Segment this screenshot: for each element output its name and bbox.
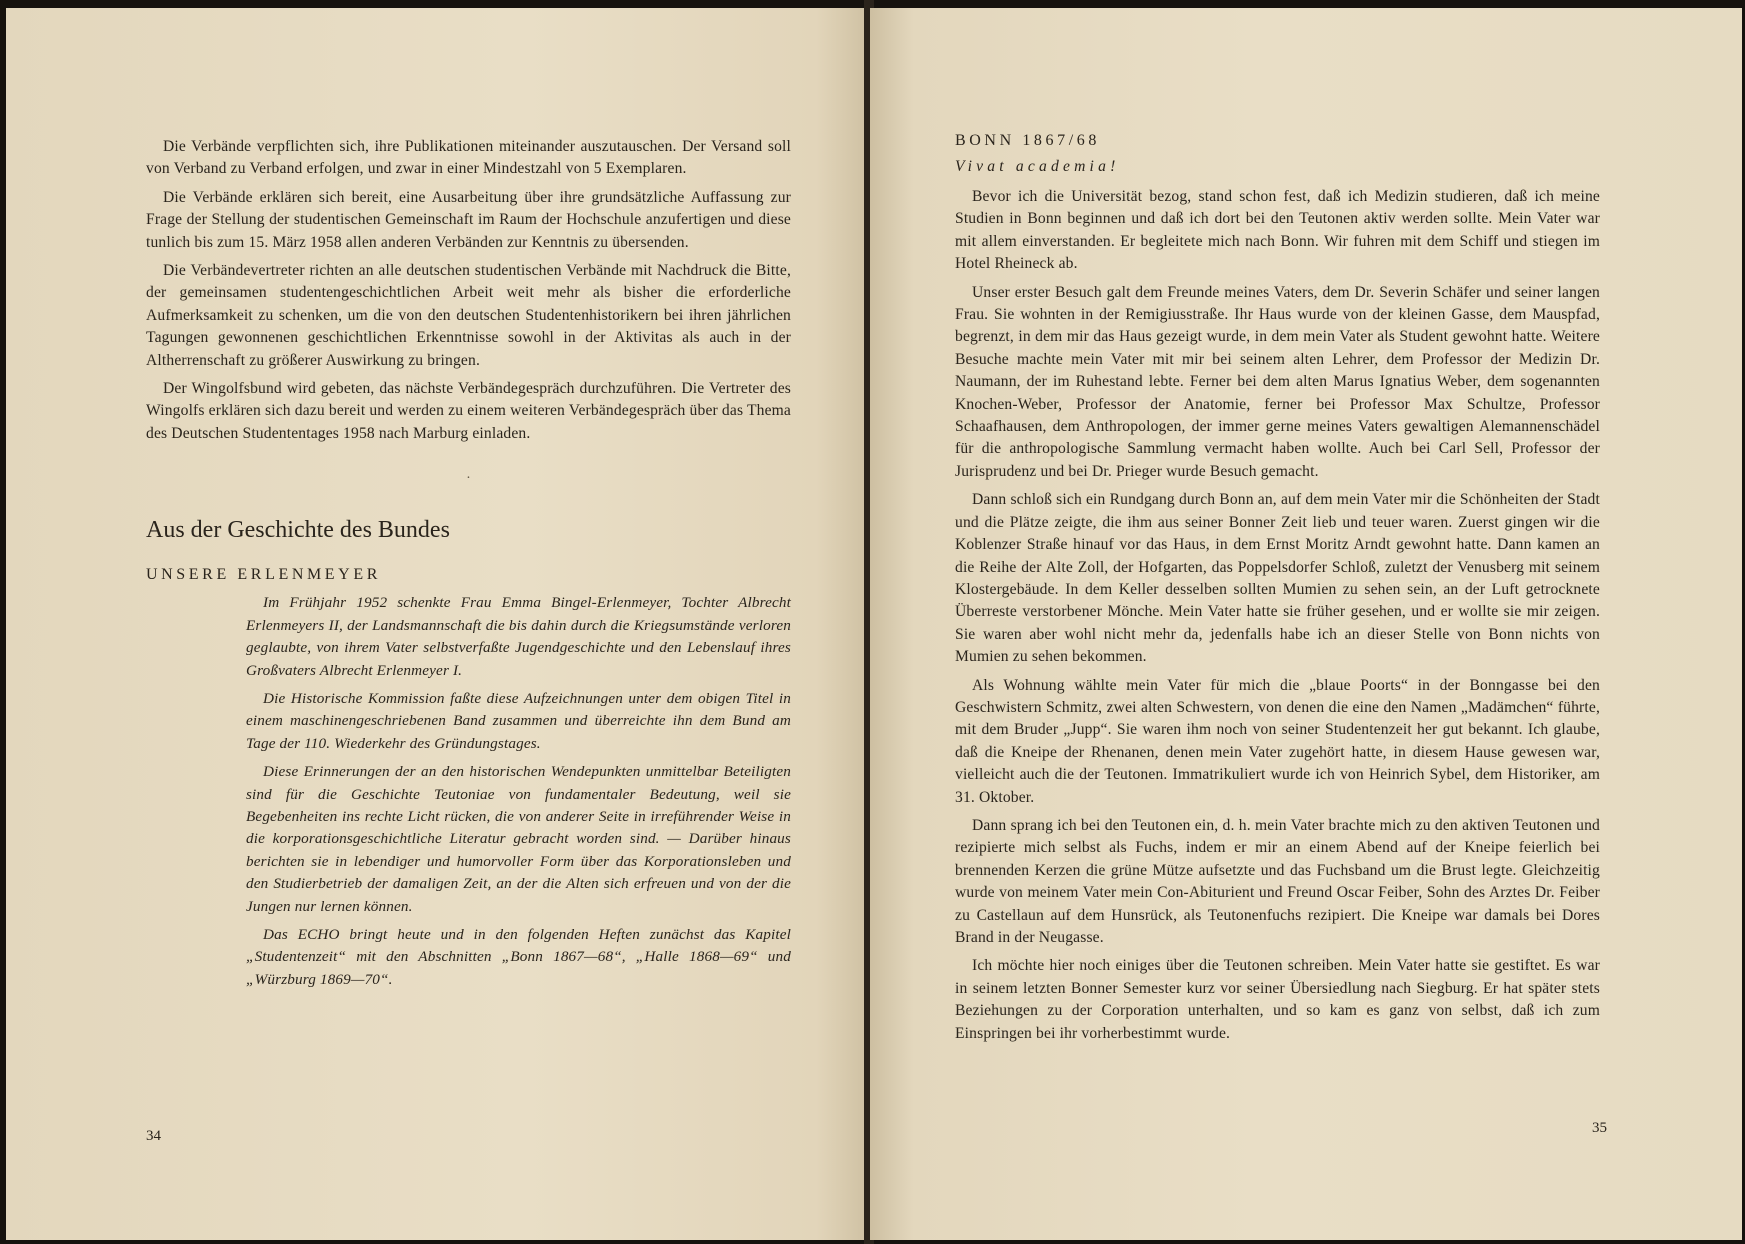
left-page xyxy=(6,8,868,1240)
paragraph: Der Wingolfsbund wird gebeten, das nächste Verbändegespräch durchzuführen. Die Vertreter des Wingolfs erklären sich dazu bereit und werden zu einem weiteren Verbändegespräch über das Thema des Deutschen Studententages 1958 nach Marburg einladen. xyxy=(146,380,791,442)
paragraph: Die Verbändevertreter richten an alle deutschen studentischen Verbände mit Nachdruck die Bitte, der gemeinsamen studentengeschichtlichen Arbeit weit mehr als bisher die erforderliche Aufmerksamkeit zu schenken, um die von den deutschen Studentenhistorikern bei ihren jährlichen Tagungen gewonnenen geschichtlichen Erkenntnisse sowohl in der Aktivitas als auch in der Altherrenschaft zu größerer Auswirkung zu bringen. xyxy=(146,262,791,369)
paragraph: Die Verbände erklären sich bereit, eine Ausarbeitung über ihre grundsätzliche Auffassung zur Frage der Stellung der studentischen Gemeinschaft im Raum der Hochschule anzufertigen und diese tunlich bis zum 15. März 1958 allen anderen Verbänden zur Kenntnis zu übersenden. xyxy=(146,188,791,251)
paragraph: Ich möchte hier noch einiges über die Teutonen schreiben. Mein Vater hatte sie gestiftet. Es war in seinem letzten Bonner Semester kurz vor seiner Übersiedlung nach Siegburg. Er hat später stets Beziehungen zu der Corporation unterhalten, und so kam es ganz von selbst, daß ich zum Einspringen bei ihr vorherbestimmt wurde. xyxy=(955,957,1600,1042)
intro-paragraph: Im Frühjahr 1952 schenkte Frau Emma Bingel-Erlenmeyer, Tochter Albrecht Erlenmeyers II, der Landsmannschaft die bis dahin durch die Kriegsumstände verloren geglaubte, von ihrem Vater selbstverfaßte Jugendgeschichte und den Lebenslauf ihres Großvaters Albrecht Erlenmeyer I. xyxy=(246,594,791,679)
section-separator: · xyxy=(466,471,471,487)
chapter-subheading: Vivat academia! xyxy=(955,158,1120,175)
intro-block xyxy=(246,592,791,991)
intro-paragraph: Diese Erinnerungen der an den historischen Wendepunkten unmittelbar Beteiligten sind für die Geschichte Teutoniae von fundamentaler Bedeutung, weil sie Begebenheiten ins rechte Licht rücken, die von anderer Seite in irreführender Weise in die korporationsgeschichtliche Literatur gebracht worden sind. — Darüber hinaus berichten sie in lebendiger und humorvoller Form über das Korporationsleben und den Studierbetrieb der damaligen Zeit, an der die Alten sich erfreuen und von der die Jungen nur lernen können. xyxy=(246,763,791,915)
paragraph: Dann sprang ich bei den Teutonen ein, d. h. mein Vater brachte mich zu den aktiven Teutonen und rezipierte mich selbst als Fuchs, indem er mir an einem Abend auf der Kneipe feierlich bei brennenden Kerzen die grüne Mütze aufsetzte und das Fuchsband um die Brust legte. Gleichzeitig wurde von meinem Vater mein Con-Abiturient und Freund Oscar Feiber, Sohn des Arztes Dr. Feiber zu Castellaun auf dem Hunsrück, als Teutonenfuchs rezipiert. Die Kneipe war damals bei Dores Brand in der Neugasse. xyxy=(955,816,1600,946)
subsection-title: UNSERE ERLENMEYER xyxy=(146,566,381,584)
paragraph: Die Verbände verpflichten sich, ihre Publikationen miteinander auszutauschen. Der Versand soll von Verband zu Verband erfolgen, und zwar in einer Mindestzahl von 5 Exemplaren. xyxy=(146,138,791,178)
paragraph: Unser erster Besuch galt dem Freunde meines Vaters, dem Dr. Severin Schäfer und seiner langen Frau. Sie wohnten in der Remigiusstraße. Ihr Haus wurde von der kleinen Gasse, dem Mauspfad, begrenzt, in dem mir das Haus gezeigt wurde, in dem mein Vater als Student gewohnt hatte. Weitere Besuche machte mein Vater mit mir bei seinem alten Lehrer, dem Professor der Medizin Dr. Naumann, der im Ruhestand lebte. Ferner bei dem alten Marus Ignatius Weber, dem sogenannten Knochen-Weber, Professor der Anatomie, ferner bei Professor Max Schultze, Professor Schaafhausen, dem Anthropologen, der immer gerne meines Vaters gewaltigen Alemannenschädel für die anthropologische Sammlung vermacht haben wollte. Auch bei Carl Sell, Professor der Jurisprudenz und bei Dr. Prieger wurde Besuch gemacht. xyxy=(955,283,1600,480)
paragraph: Bevor ich die Universität bezog, stand schon fest, daß ich Medizin studieren, daß ich meine Studien in Bonn beginnen und daß ich dort bei den Teutonen aktiv werden sollte. Mein Vater war mit allem einverstanden. Er begleitete mich nach Bonn. Wir fuhren mit dem Schiff und stiegen im Hotel Rheineck ab. xyxy=(955,188,1600,273)
section-title: Aus der Geschichte des Bundes xyxy=(146,517,450,544)
left-text-column xyxy=(146,136,791,991)
page-number: 35 xyxy=(1592,1120,1607,1136)
intro-paragraph: Das ECHO bringt heute und in den folgenden Heften zunächst das Kapitel „Studentenzeit“ mit den Abschnitten „Bonn 1867—68“, „Halle 1868—69“ und „Würzburg 1869—70“. xyxy=(246,925,791,988)
page-number: 34 xyxy=(146,1128,161,1144)
paragraph: Dann schloß sich ein Rundgang durch Bonn an, auf dem mein Vater mir die Schönheiten der Stadt und die Plätze zeigte, die ihm aus seiner Bonner Zeit lieb und teuer waren. Zuerst gingen wir die Koblenzer Straße hinauf vor das Haus, in dem Ernst Moritz Arndt gewohnt hatte. Dann kamen an die Reihe der Alte Zoll, der Hofgarten, das Poppelsdorfer Schloß, zuletzt der Venusberg mit seinem Klostergebäude. In dem Keller desselben sollten Mumien zu sehen sein, an der Luft getrocknete Überreste verstorbener Mönche. Mein Vater hatte sie früher gesehen, und er wollte sie mir zeigen. Sie waren aber wohl nicht mehr da, jedenfalls habe ich an dieser Stelle von Bonn nichts von Mumien zu sehen bekommen. xyxy=(955,491,1600,666)
right-text-column xyxy=(955,132,1600,1045)
intro-paragraph: Die Historische Kommission faßte diese Aufzeichnungen unter dem obigen Titel in einem maschinengeschriebenen Band zusammen und überreichte ihn dem Bund am Tage der 110. Wiederkehr des Gründungstages. xyxy=(246,689,791,752)
chapter-heading: BONN 1867/68 xyxy=(955,132,1100,149)
right-page xyxy=(870,8,1742,1240)
paragraph: Als Wohnung wählte mein Vater für mich die „blaue Poorts“ in der Bonngasse bei den Geschwistern Schmitz, zwei alten Schwestern, von denen die eine den Namen „Madämchen“ führte, mit dem Bruder „Jupp“. Sie waren ihm noch von seiner Studentenzeit her gut bekannt. Ich glaube, daß die Kneipe der Rhenanen, denen mein Vater zugehört hatte, in diesem Hause gewesen war, vielleicht auch die der Teutonen. Immatrikuliert wurde ich von Heinrich Sybel, dem Historiker, am 31. Oktober. xyxy=(955,676,1600,806)
